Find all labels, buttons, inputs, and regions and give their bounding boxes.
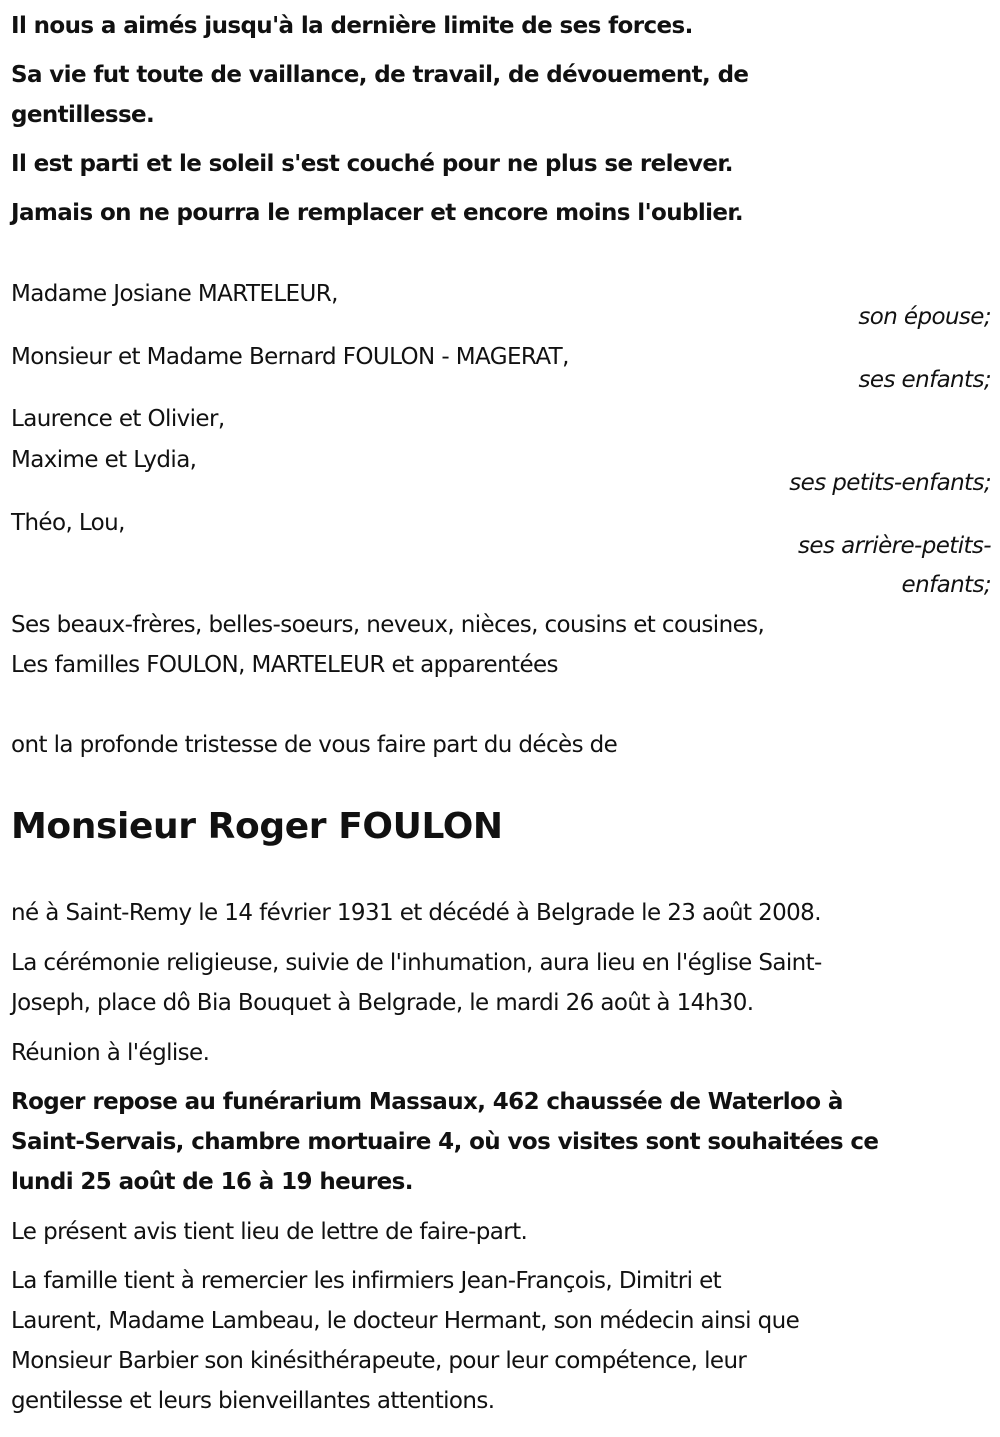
family-relation: ses petits-enfants; xyxy=(789,470,991,496)
epitaph-line: Sa vie fut toute de vaillance, de travail, de dévouement, de xyxy=(11,62,749,88)
visitation-line: lundi 25 août de 16 à 19 heures. xyxy=(11,1169,413,1195)
family-member: Madame Josiane MARTELEUR, xyxy=(11,281,338,307)
family-relation: enfants; xyxy=(901,572,991,598)
family-member: Maxime et Lydia, xyxy=(11,447,197,473)
family-member: Théo, Lou, xyxy=(11,510,125,536)
extended-family-line: Ses beaux-frères, belles-soeurs, neveux, nièces, cousins et cousines, xyxy=(11,612,765,638)
ceremony-line: La cérémonie religieuse, suivie de l'inhumation, aura lieu en l'église Saint- xyxy=(11,950,822,976)
visitation-line: Roger repose au funérarium Massaux, 462 chaussée de Waterloo à xyxy=(11,1089,843,1115)
thanks-line: La famille tient à remercier les infirmiers Jean-François, Dimitri et xyxy=(11,1268,722,1294)
family-member: Monsieur et Madame Bernard FOULON - MAGERAT, xyxy=(11,344,569,370)
meeting: Réunion à l'église. xyxy=(11,1040,210,1066)
epitaph-line: gentillesse. xyxy=(11,102,155,128)
thanks-line: Laurent, Madame Lambeau, le docteur Hermant, son médecin ainsi que xyxy=(11,1308,800,1334)
thanks-line: gentilesse et leurs bienveillantes attentions. xyxy=(11,1388,495,1414)
epitaph-line: Jamais on ne pourra le remplacer et encore moins l'oublier. xyxy=(11,200,744,226)
family-member: Laurence et Olivier, xyxy=(11,406,225,432)
birth-death: né à Saint-Remy le 14 février 1931 et décédé à Belgrade le 23 août 2008. xyxy=(11,900,821,926)
family-relation: son épouse; xyxy=(858,304,991,330)
ceremony-line: Joseph, place dô Bia Bouquet à Belgrade, le mardi 26 août à 14h30. xyxy=(11,990,754,1016)
announcement: ont la profonde tristesse de vous faire part du décès de xyxy=(11,732,618,758)
epitaph-line: Il nous a aimés jusqu'à la dernière limite de ses forces. xyxy=(11,13,693,39)
visitation-line: Saint-Servais, chambre mortuaire 4, où vos visites sont souhaitées ce xyxy=(11,1129,879,1155)
epitaph-line: Il est parti et le soleil s'est couché pour ne plus se relever. xyxy=(11,151,733,177)
deceased-name: Monsieur Roger FOULON xyxy=(11,806,503,847)
notice: Le présent avis tient lieu de lettre de faire-part. xyxy=(11,1219,528,1245)
family-relation: ses arrière-petits- xyxy=(798,533,991,559)
family-relation: ses enfants; xyxy=(858,367,991,393)
thanks-line: Monsieur Barbier son kinésithérapeute, pour leur compétence, leur xyxy=(11,1348,747,1374)
extended-family-line: Les familles FOULON, MARTELEUR et apparentées xyxy=(11,652,558,678)
